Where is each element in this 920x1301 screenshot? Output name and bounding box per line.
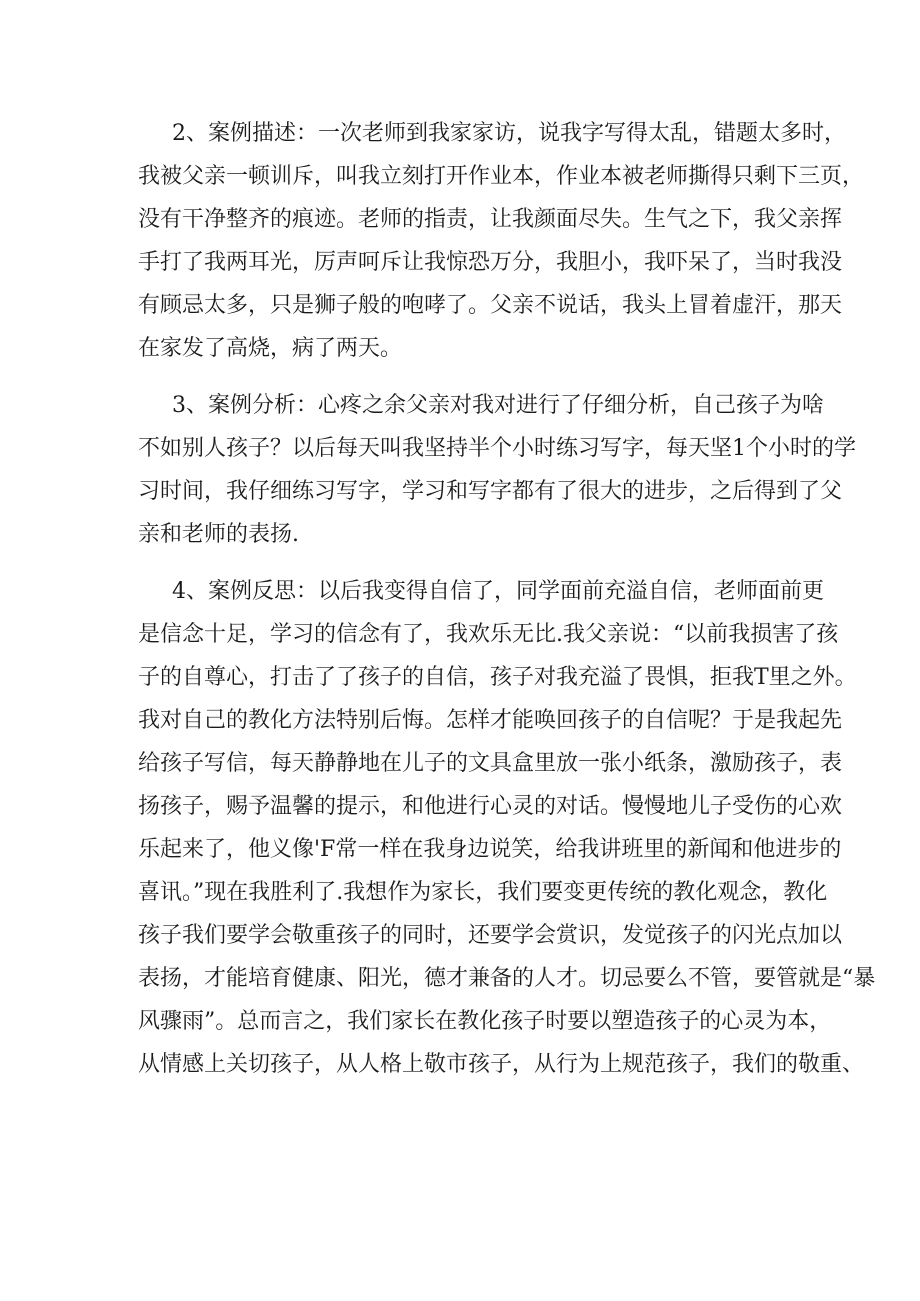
text-line: 4、案例反思：以后我变得自信了，同学面前充溢自信，老师面前更 xyxy=(172,579,824,604)
text-line: 亲和老师的表扬. xyxy=(138,522,299,547)
text-line: 扬孩子，赐予温馨的提示，和他进行心灵的对话。慢慢地儿子受伤的心欢 xyxy=(138,794,843,819)
text-line: 我被父亲一顿训斥，叫我立刻打开作业本，作业本被老师撕得只剩下三页， xyxy=(138,164,865,189)
document-body xyxy=(138,112,876,1086)
text-line: 不如别人孩子？以后每天叫我坚持半个小时练习写字，每天坚1个小时的学 xyxy=(138,436,856,461)
text-line: 是信念十足，学习的信念有了，我欢乐无比.我父亲说：“以前我损害了孩 xyxy=(138,622,839,647)
paragraph-case-analysis xyxy=(138,384,856,556)
text-line: 从情感上关切孩子，从人格上敬市孩子，从行为上规范孩子，我们的敬重、 xyxy=(138,1052,865,1077)
text-line: 3、案例分析：心疼之余父亲对我对进行了仔细分析，自己孩子为啥 xyxy=(172,393,824,418)
text-line: 2、案例描述：一次老师到我家家访，说我字写得太乱，错题太多时， xyxy=(172,121,846,146)
text-line: 乐起来了，他义像'F常一样在我身边说笑，给我讲班里的新闻和他进步的 xyxy=(138,837,842,862)
text-line: 有顾忌太多，只是狮子般的咆哮了。父亲不说话，我头上冒着虚汗，那天 xyxy=(138,293,843,318)
text-line: 手打了我两耳光，厉声呵斥让我惊恐万分，我胆小，我吓呆了，当时我没 xyxy=(138,250,843,275)
paragraph-case-description xyxy=(138,112,865,370)
text-line: 喜讯。”现在我胜利了.我想作为家长，我们要变更传统的教化观念，教化 xyxy=(138,880,828,905)
text-line: 风骤雨”。总而言之，我们家长在教化孩子时要以塑造孩子的心灵为本， xyxy=(138,1009,832,1034)
text-line: 子的自尊心，打击了了孩子的自信，孩子对我充溢了畏惧，拒我T里之外。 xyxy=(138,665,857,690)
paragraph-case-reflection xyxy=(138,570,876,1086)
text-line: 表扬，才能培育健康、阳光，德才兼备的人才。切忌要么不管，要管就是“暴 xyxy=(138,966,876,991)
text-line: 给孩子写信，每天静静地在儿子的文具盒里放一张小纸条，激励孩子，表 xyxy=(138,751,843,776)
text-line: 我对自己的教化方法特别后悔。怎样才能唤回孩子的自信呢？于是我起先 xyxy=(138,708,843,733)
text-line: 没有干净整齐的痕迹。老师的指责，让我颜面尽失。生气之下，我父亲挥 xyxy=(138,207,843,232)
text-line: 习时间，我仔细练习写字，学习和写字都有了很大的进步，之后得到了父 xyxy=(138,479,843,504)
text-line: 在家发了高烧，病了两天。 xyxy=(138,336,403,361)
text-line: 孩子我们要学会敬重孩子的同时，还要学会赏识，发觉孩子的闪光点加以 xyxy=(138,923,843,948)
